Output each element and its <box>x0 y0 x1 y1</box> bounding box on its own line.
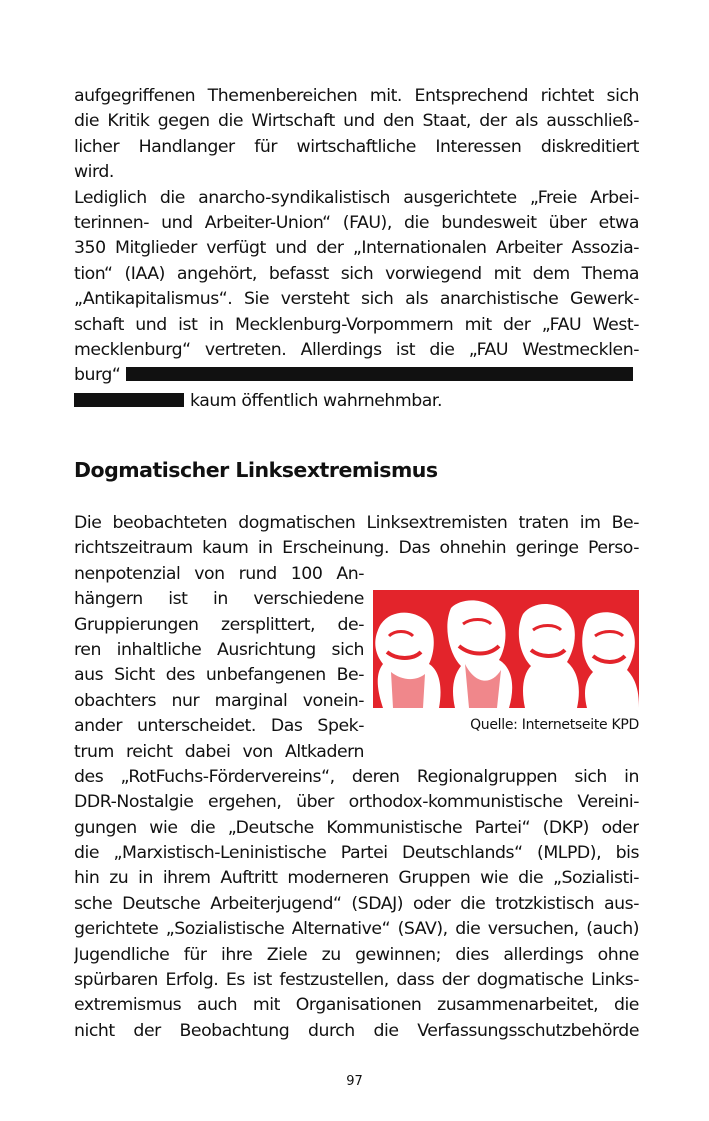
text-line: die Kritik gegen die Wirtschaft und den Staat, der als ausschließ- <box>74 111 639 132</box>
text-line: wird. <box>74 162 114 183</box>
text-line: aufgegriffenen Themenbereichen mit. Entsprechend richtet sich <box>74 86 639 106</box>
text-line: hin zu in ihrem Auftritt moderneren Gruppen wie die „Sozialisti- <box>74 868 639 889</box>
text-fragment: kaum öffentlich wahrnehmbar. <box>190 390 443 411</box>
text-line: spürbaren Erfolg. Es ist festzustellen, dass der dogmatische Links- <box>74 970 639 991</box>
text-line: hängern ist in verschiedene <box>74 589 364 610</box>
text-line: die „Marxistisch-Leninistische Partei Deutschlands“ (MLPD), bis <box>74 843 639 864</box>
text-line: DDR-Nostalgie ergehen, über orthodox-kommunistische Vereini- <box>74 792 639 813</box>
text-line: schaft und ist in Mecklenburg-Vorpommern mit der „FAU West- <box>74 314 639 335</box>
text-line: Lediglich die anarcho-syndikalistisch ausgerichtete „Freie Arbei- <box>74 187 639 208</box>
text-line: tion“ (IAA) angehört, befasst sich vorwiegend mit dem Thema <box>74 263 639 284</box>
text-line: licher Handlanger für wirtschaftliche Interessen diskreditiert <box>74 136 639 157</box>
page-number: 97 <box>346 1074 363 1089</box>
red-portraits-image <box>373 590 639 708</box>
text-line: Gruppierungen zersplittert, de- <box>74 614 364 635</box>
text-line: 350 Mitglieder verfügt und der „Internationalen Arbeiter Assozia- <box>74 238 639 259</box>
text-line: aus Sicht des unbefangenen Be- <box>74 665 364 686</box>
text-line: gerichtete „Sozialistische Alternative“ (SAV), die versuchen, (auch) <box>74 919 639 940</box>
text-line: mecklenburg“ vertreten. Allerdings ist die „FAU Westmecklen- <box>74 339 639 360</box>
text-line: nenpotenzial von rund 100 An- <box>74 563 364 584</box>
text-line <box>74 363 639 388</box>
text-line: Die beobachteten dogmatischen Linksextremisten traten im Be- <box>74 513 639 533</box>
text-line: obachters nur marginal vonein- <box>74 690 364 711</box>
text-line: Jugendliche für ihre Ziele zu gewinnen; dies allerdings ohne <box>74 944 639 965</box>
text-line: extremismus auch mit Organisationen zusammenarbeitet, die <box>74 995 639 1016</box>
redaction-bar <box>126 367 633 381</box>
text-line: terinnen- und Arbeiter-Union“ (FAU), die bundesweit über etwa <box>74 212 639 233</box>
text-line: ander unterscheidet. Das Spek- <box>74 716 364 737</box>
text-line <box>74 389 639 414</box>
text-line: ren inhaltliche Ausrichtung sich <box>74 639 364 660</box>
text-line: trum reicht dabei von Altkadern <box>74 741 364 762</box>
paragraph-fau <box>74 84 639 414</box>
text-fragment: burg“ <box>74 365 121 386</box>
kpd-figure <box>373 590 639 734</box>
redaction-bar <box>74 393 184 407</box>
text-line: richtszeitraum kaum in Erscheinung. Das ohnehin geringe Perso- <box>74 538 639 559</box>
text-line: gungen wie die „Deutsche Kommunistische Partei“ (DKP) oder <box>74 817 639 838</box>
text-line: des „RotFuchs-Fördervereins“, deren Regionalgruppen sich in <box>74 766 639 787</box>
section-heading: Dogmatischer Linksextremismus <box>74 458 438 482</box>
text-line: sche Deutsche Arbeiterjugend“ (SDAJ) oder die trotzkistisch aus- <box>74 893 639 914</box>
figure-caption: Quelle: Internetseite KPD <box>470 717 639 733</box>
text-line: „Antikapitalismus“. Sie versteht sich als anarchistische Gewerk- <box>74 289 639 310</box>
text-line: nicht der Beobachtung durch die Verfassungsschutzbehörde <box>74 1020 639 1041</box>
